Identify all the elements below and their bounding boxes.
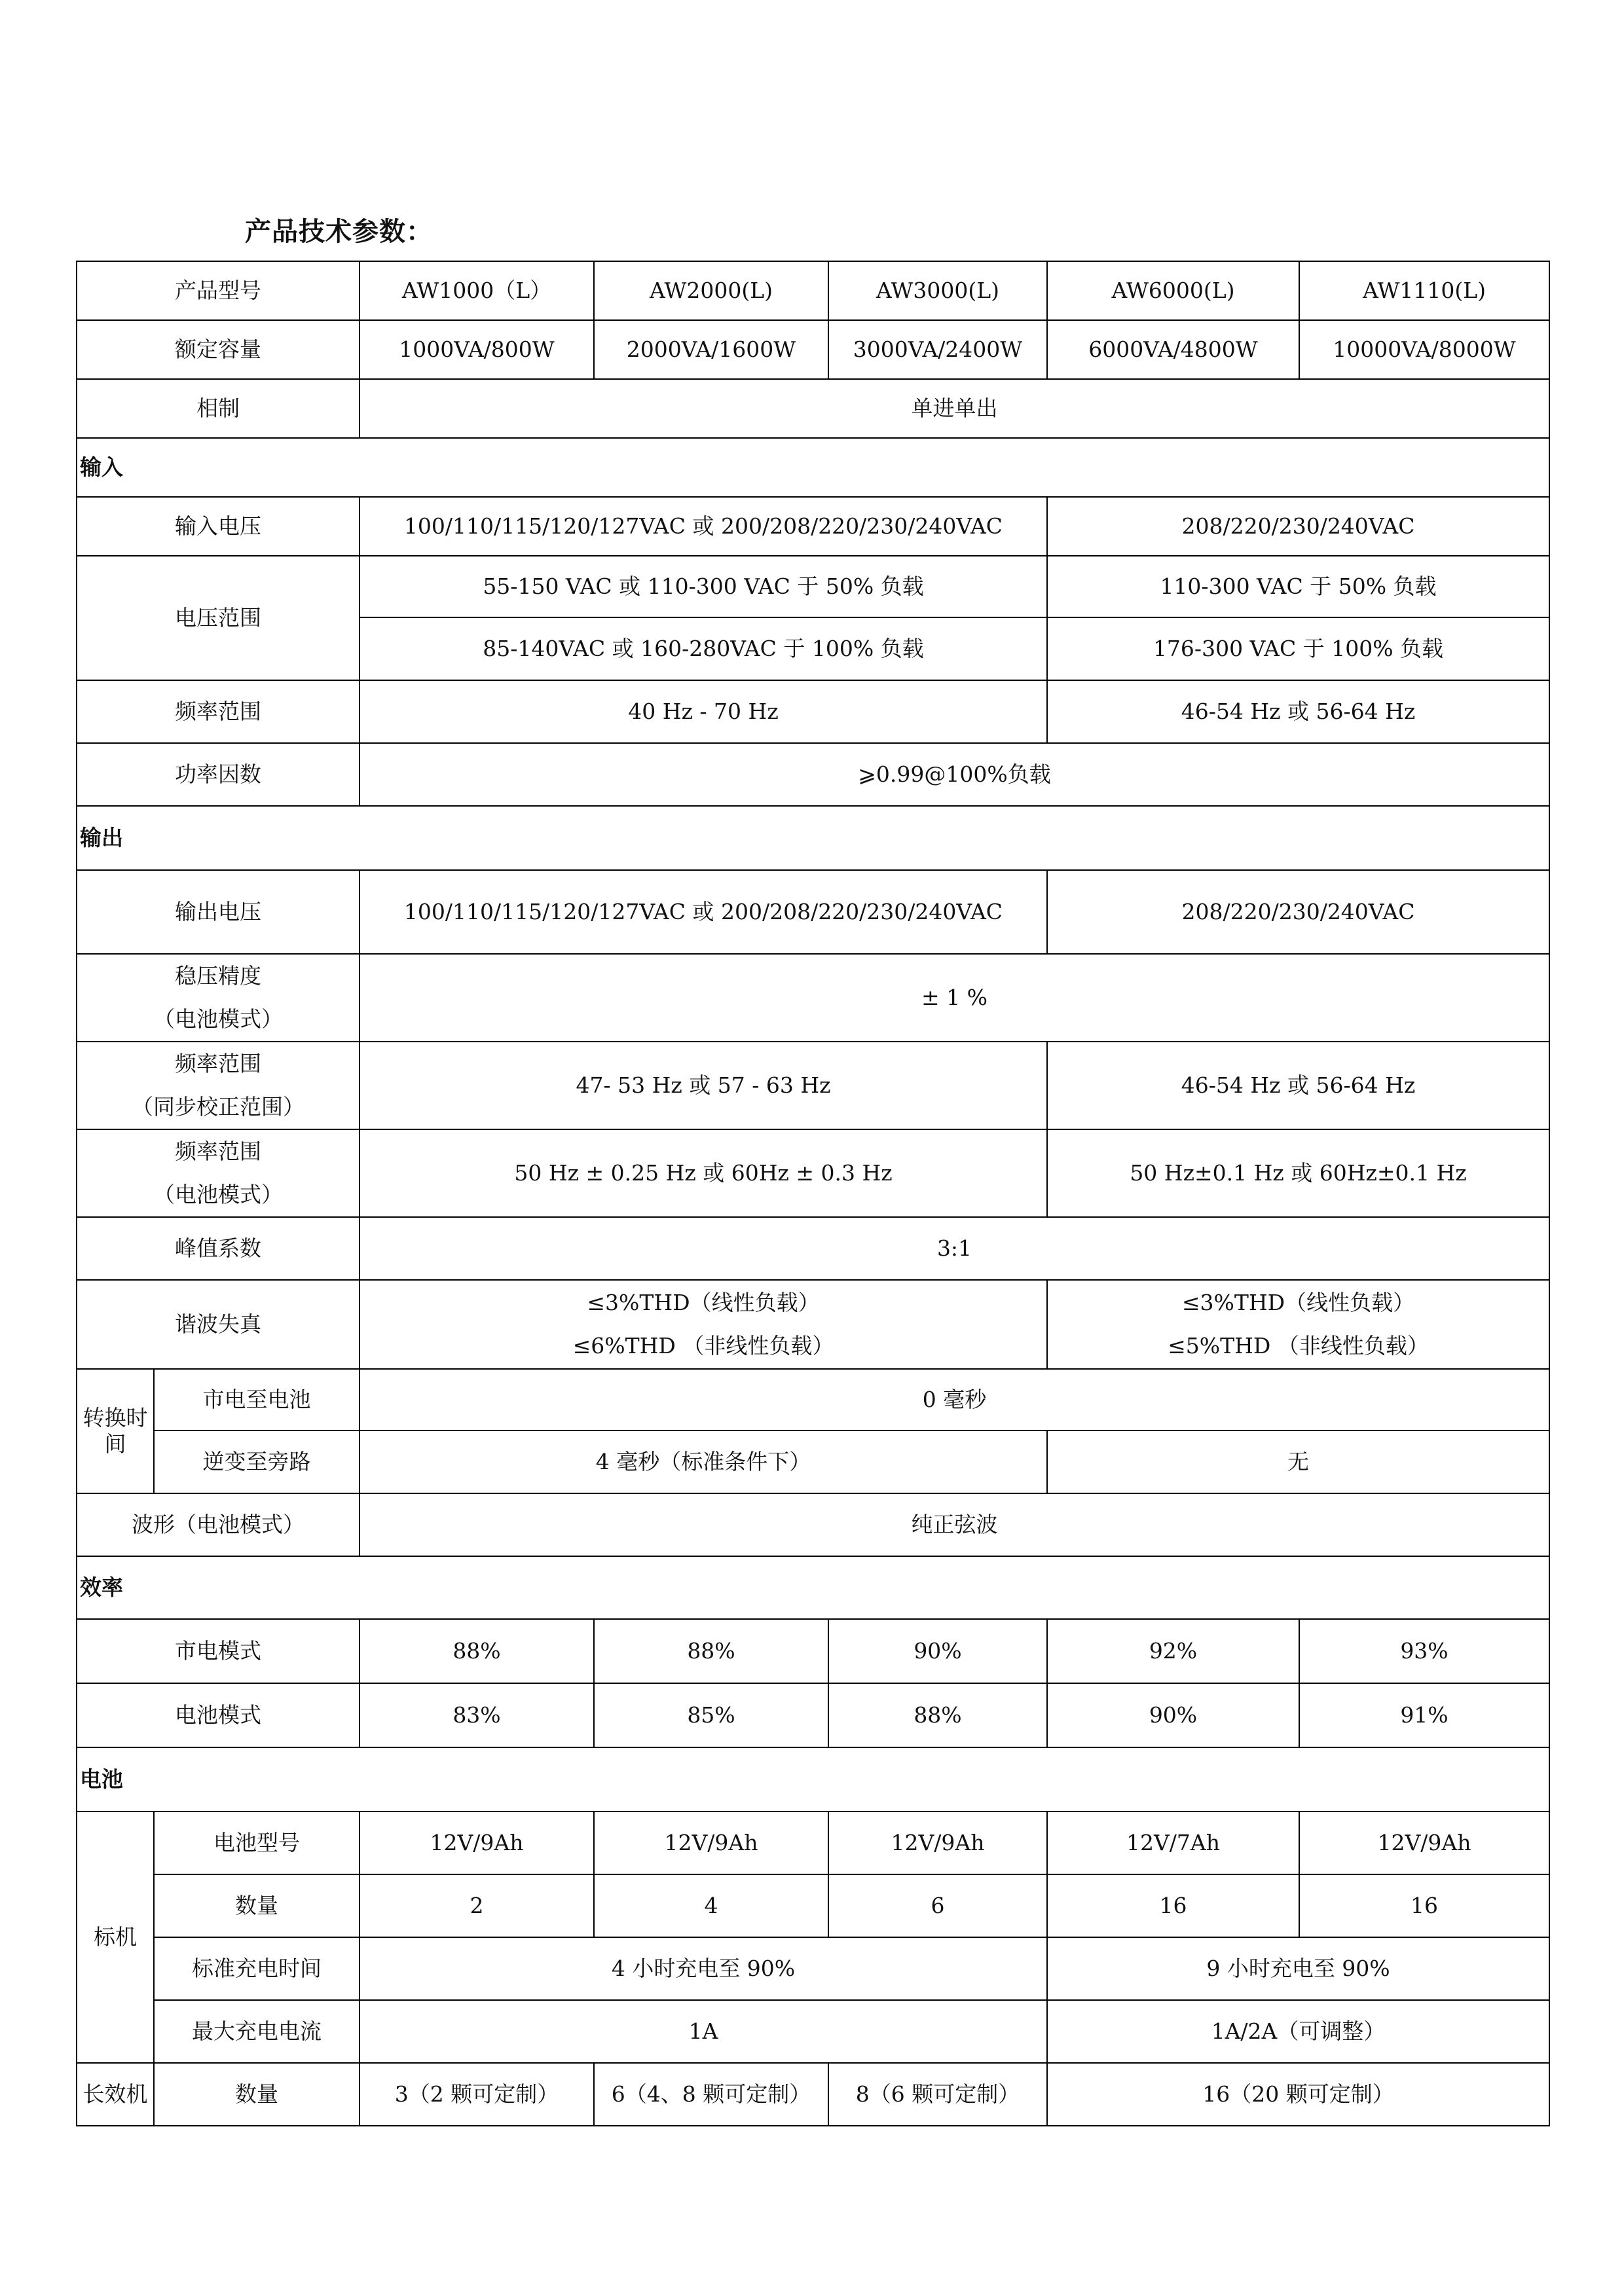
value-cell: 93% [1299, 1619, 1549, 1683]
row-output-voltage [77, 870, 1549, 954]
section-battery [77, 1747, 1549, 1812]
value-cell: 90% [828, 1619, 1047, 1683]
row-regulation [77, 954, 1549, 1042]
value-cell: 55-150 VAC 或 110-300 VAC 于 50% 负载 [360, 556, 1047, 617]
value-cell: 12V/9Ah [1299, 1812, 1549, 1874]
row-eff-mains [77, 1619, 1549, 1683]
value-cell: ⩾0.99@100%负载 [360, 743, 1549, 806]
section-input [77, 438, 1549, 497]
row-thd [77, 1280, 1549, 1369]
label-line: 频率范围 [175, 1139, 261, 1164]
capacity-cell: 3000VA/2400W [828, 320, 1047, 379]
sub-label: 逆变至旁路 [154, 1430, 360, 1493]
value-cell: 50 Hz ± 0.25 Hz 或 60Hz ± 0.3 Hz [360, 1129, 1047, 1217]
row-label [77, 954, 360, 1042]
value-cell: 4 [594, 1874, 828, 1937]
value-cell: 3（2 颗可定制） [360, 2063, 594, 2126]
row-label: 波形（电池模式） [77, 1493, 360, 1556]
value-cell: 3:1 [360, 1217, 1549, 1280]
value-cell: 110-300 VAC 于 50% 负载 [1047, 556, 1549, 617]
row-label: 功率因数 [77, 743, 360, 806]
row-label: 转换时间 [77, 1369, 154, 1493]
value-cell: 1A [360, 2000, 1047, 2063]
row-input-voltage [77, 497, 1549, 556]
value-cell: 176-300 VAC 于 100% 负载 [1047, 617, 1549, 680]
value-cell: 208/220/230/240VAC [1047, 497, 1549, 556]
value-cell [1047, 1280, 1549, 1369]
value-cell: 46-54 Hz 或 56-64 Hz [1047, 680, 1549, 743]
row-label: 产品型号 [77, 261, 360, 320]
label-line: 频率范围 [175, 1051, 261, 1076]
spec-table [76, 261, 1550, 2126]
value-cell: ± 1 % [360, 954, 1549, 1042]
group-label: 标机 [77, 1812, 154, 2063]
row-label: 电池模式 [77, 1683, 360, 1747]
row-long-qty [77, 2063, 1549, 2126]
row-phase [77, 379, 1549, 438]
value-cell: 92% [1047, 1619, 1299, 1683]
row-label [77, 1042, 360, 1129]
model-cell: AW3000(L) [828, 261, 1047, 320]
value-cell: 50 Hz±0.1 Hz 或 60Hz±0.1 Hz [1047, 1129, 1549, 1217]
section-heading: 效率 [77, 1556, 1549, 1619]
row-eff-battery [77, 1683, 1549, 1747]
section-output [77, 806, 1549, 870]
label-line: 稳压精度 [175, 963, 261, 989]
value-cell: 88% [828, 1683, 1047, 1747]
row-transfer-bypass [77, 1430, 1549, 1493]
row-power-factor [77, 743, 1549, 806]
value-line: ≤5%THD （非线性负载） [1168, 1333, 1429, 1358]
value-cell: 85% [594, 1683, 828, 1747]
value-cell: 88% [360, 1619, 594, 1683]
value-cell: 纯正弦波 [360, 1493, 1549, 1556]
value-cell: 100/110/115/120/127VAC 或 200/208/220/230/240VAC [360, 870, 1047, 954]
capacity-cell: 10000VA/8000W [1299, 320, 1549, 379]
label-line: （电池模式） [153, 1006, 283, 1032]
value-cell: 无 [1047, 1430, 1549, 1493]
value-cell: 9 小时充电至 90% [1047, 1937, 1549, 2000]
sub-label: 数量 [154, 1874, 360, 1937]
value-cell: 40 Hz - 70 Hz [360, 680, 1047, 743]
row-input-frequency [77, 680, 1549, 743]
row-freq-sync [77, 1042, 1549, 1129]
value-cell: 12V/9Ah [594, 1812, 828, 1874]
value-cell: 2 [360, 1874, 594, 1937]
capacity-cell: 2000VA/1600W [594, 320, 828, 379]
value-cell: 16 [1047, 1874, 1299, 1937]
group-label: 长效机 [77, 2063, 154, 2126]
row-label: 电压范围 [77, 556, 360, 680]
value-cell: 8（6 颗可定制） [828, 2063, 1047, 2126]
row-label: 输出电压 [77, 870, 360, 954]
value-cell: 12V/7Ah [1047, 1812, 1299, 1874]
label-line: （同步校正范围） [132, 1094, 304, 1120]
row-label: 峰值系数 [77, 1217, 360, 1280]
row-label: 额定容量 [77, 320, 360, 379]
row-label [77, 1129, 360, 1217]
sub-label: 数量 [154, 2063, 360, 2126]
section-heading: 输入 [77, 438, 1549, 497]
section-efficiency [77, 1556, 1549, 1619]
row-battery-qty [77, 1874, 1549, 1937]
row-charge-current [77, 2000, 1549, 2063]
value-cell: 6 [828, 1874, 1047, 1937]
phase-value: 单进单出 [360, 379, 1549, 438]
value-cell: 83% [360, 1683, 594, 1747]
value-line: ≤3%THD（线性负载） [587, 1290, 820, 1315]
value-cell: 85-140VAC 或 160-280VAC 于 100% 负载 [360, 617, 1047, 680]
capacity-cell: 6000VA/4800W [1047, 320, 1299, 379]
row-voltage-range-1 [77, 556, 1549, 617]
row-transfer-mains [77, 1369, 1549, 1430]
value-cell: 100/110/115/120/127VAC 或 200/208/220/230/240VAC [360, 497, 1047, 556]
value-cell: 46-54 Hz 或 56-64 Hz [1047, 1042, 1549, 1129]
row-model [77, 261, 1549, 320]
section-heading: 电池 [77, 1747, 1549, 1812]
value-line: ≤3%THD（线性负载） [1181, 1290, 1415, 1315]
value-line: ≤6%THD （非线性负载） [572, 1333, 834, 1358]
document-title: 产品技术参数： [245, 217, 433, 247]
row-label: 市电模式 [77, 1619, 360, 1683]
sub-label: 电池型号 [154, 1812, 360, 1874]
value-cell: 90% [1047, 1683, 1299, 1747]
row-charge-time [77, 1937, 1549, 2000]
value-cell: 88% [594, 1619, 828, 1683]
sub-label: 标准充电时间 [154, 1937, 360, 2000]
value-cell: 12V/9Ah [828, 1812, 1047, 1874]
value-cell: 16（20 颗可定制） [1047, 2063, 1549, 2126]
row-label: 输入电压 [77, 497, 360, 556]
label-line: （电池模式） [153, 1182, 283, 1207]
row-capacity [77, 320, 1549, 379]
row-crest-factor [77, 1217, 1549, 1280]
model-cell: AW2000(L) [594, 261, 828, 320]
model-cell: AW1110(L) [1299, 261, 1549, 320]
value-cell [360, 1280, 1047, 1369]
row-battery-type [77, 1812, 1549, 1874]
capacity-cell: 1000VA/800W [360, 320, 594, 379]
row-label: 谐波失真 [77, 1280, 360, 1369]
row-label: 频率范围 [77, 680, 360, 743]
value-cell: 91% [1299, 1683, 1549, 1747]
value-cell: 4 小时充电至 90% [360, 1937, 1047, 2000]
value-cell: 47- 53 Hz 或 57 - 63 Hz [360, 1042, 1047, 1129]
row-waveform [77, 1493, 1549, 1556]
value-cell: 1A/2A（可调整） [1047, 2000, 1549, 2063]
row-label: 相制 [77, 379, 360, 438]
sub-label: 最大充电电流 [154, 2000, 360, 2063]
row-freq-battery [77, 1129, 1549, 1217]
value-cell: 16 [1299, 1874, 1549, 1937]
sub-label: 市电至电池 [154, 1369, 360, 1430]
value-cell: 6（4、8 颗可定制） [594, 2063, 828, 2126]
model-cell: AW6000(L) [1047, 261, 1299, 320]
value-cell: 12V/9Ah [360, 1812, 594, 1874]
value-cell: 4 毫秒（标准条件下） [360, 1430, 1047, 1493]
section-heading: 输出 [77, 806, 1549, 870]
model-cell: AW1000（L） [360, 261, 594, 320]
value-cell: 0 毫秒 [360, 1369, 1549, 1430]
value-cell: 208/220/230/240VAC [1047, 870, 1549, 954]
